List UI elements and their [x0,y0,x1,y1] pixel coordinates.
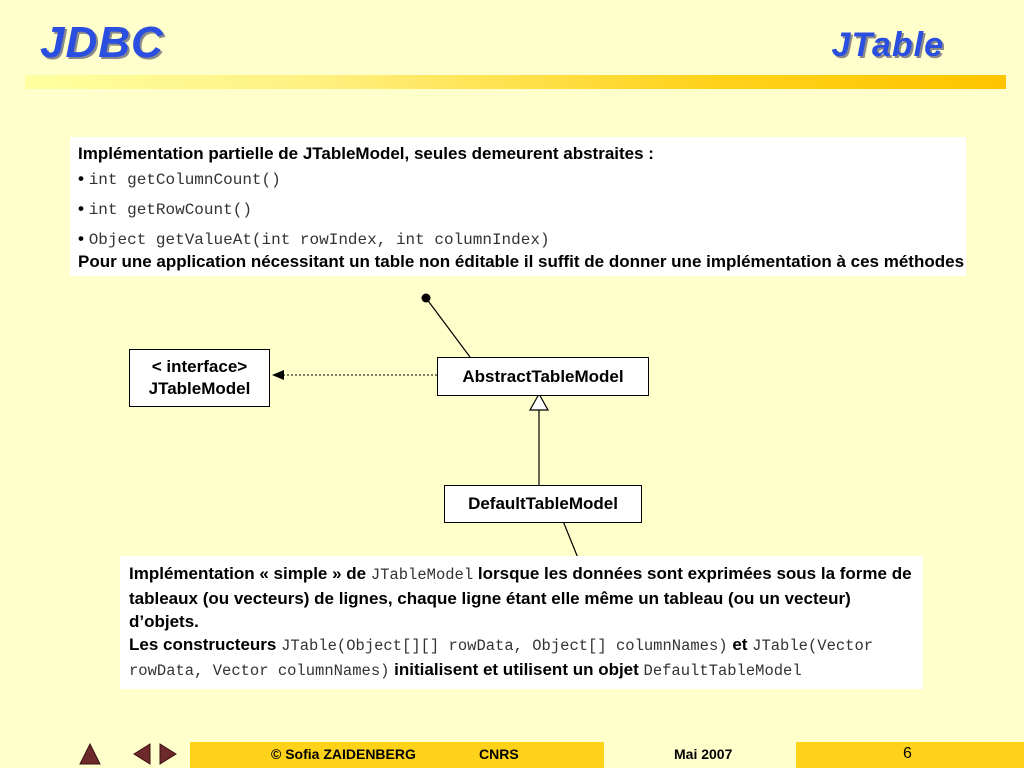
note-top-footer: Pour une application nécessitant un table non éditable il suffit de donner une implémentation à ces méthodes [78,252,965,271]
method-item: • Object getValueAt(int rowIndex, int columnIndex) [78,229,550,249]
code-constructor-arrays: JTable(Object[][] rowData, Object[] columnNames) [281,637,728,655]
code-jtablemodel: JTableModel [370,566,474,584]
note-bottom-text: lorsque les données sont exprimées sous la forme de tableaux (ou vecteurs) de lignes, chaque ligne étant elle même un tableau (ou un vecteur) d’objets. [129,564,912,631]
footer-date: Mai 2007 [674,746,733,762]
footer-author: © Sofia ZAIDENBERG [271,746,416,762]
note-default-table-model [120,556,923,689]
interface-name: JTableModel [148,379,251,398]
code-defaulttablemodel: DefaultTableModel [643,662,802,680]
method-code: int getRowCount() [88,201,252,219]
method-item: • int getColumnCount() [78,169,281,189]
note-top-heading: Implémentation partielle de JTableModel, seules demeurent abstraites : [78,144,654,163]
note-bottom-text: initialisent et utilisent un objet [389,660,644,679]
code-constructor-vectors: JTable(Vector rowData, Vector columnNames) [129,637,874,680]
uml-class-abstracttablemodel: AbstractTableModel [437,357,649,396]
method-item: • int getRowCount() [78,199,252,219]
note-bottom-text: Les constructeurs [129,635,282,654]
note-abstract-methods [70,137,966,276]
interface-stereotype: < interface> [151,357,248,376]
realization-arrowhead [272,370,284,380]
note-bottom-text: Implémentation « simple » de [129,564,371,583]
uml-class-defaulttablemodel: DefaultTableModel [444,485,642,523]
title-jdbc: JDBC [40,18,164,67]
method-code: int getColumnCount() [88,171,281,189]
note-link-top [426,298,470,357]
slide-number: 6 [903,745,912,762]
note-bottom-text: et [727,635,753,654]
method-code: Object getValueAt(int rowIndex, int columnIndex) [88,231,550,249]
footer-org: CNRS [479,746,519,762]
title-jtable: JTable [831,26,944,64]
inheritance-triangle [530,394,548,410]
home-up-icon[interactable] [78,742,102,766]
next-slide-icon[interactable] [158,742,178,766]
uml-interface-jtablemodel [129,349,270,407]
previous-slide-icon[interactable] [132,742,152,766]
